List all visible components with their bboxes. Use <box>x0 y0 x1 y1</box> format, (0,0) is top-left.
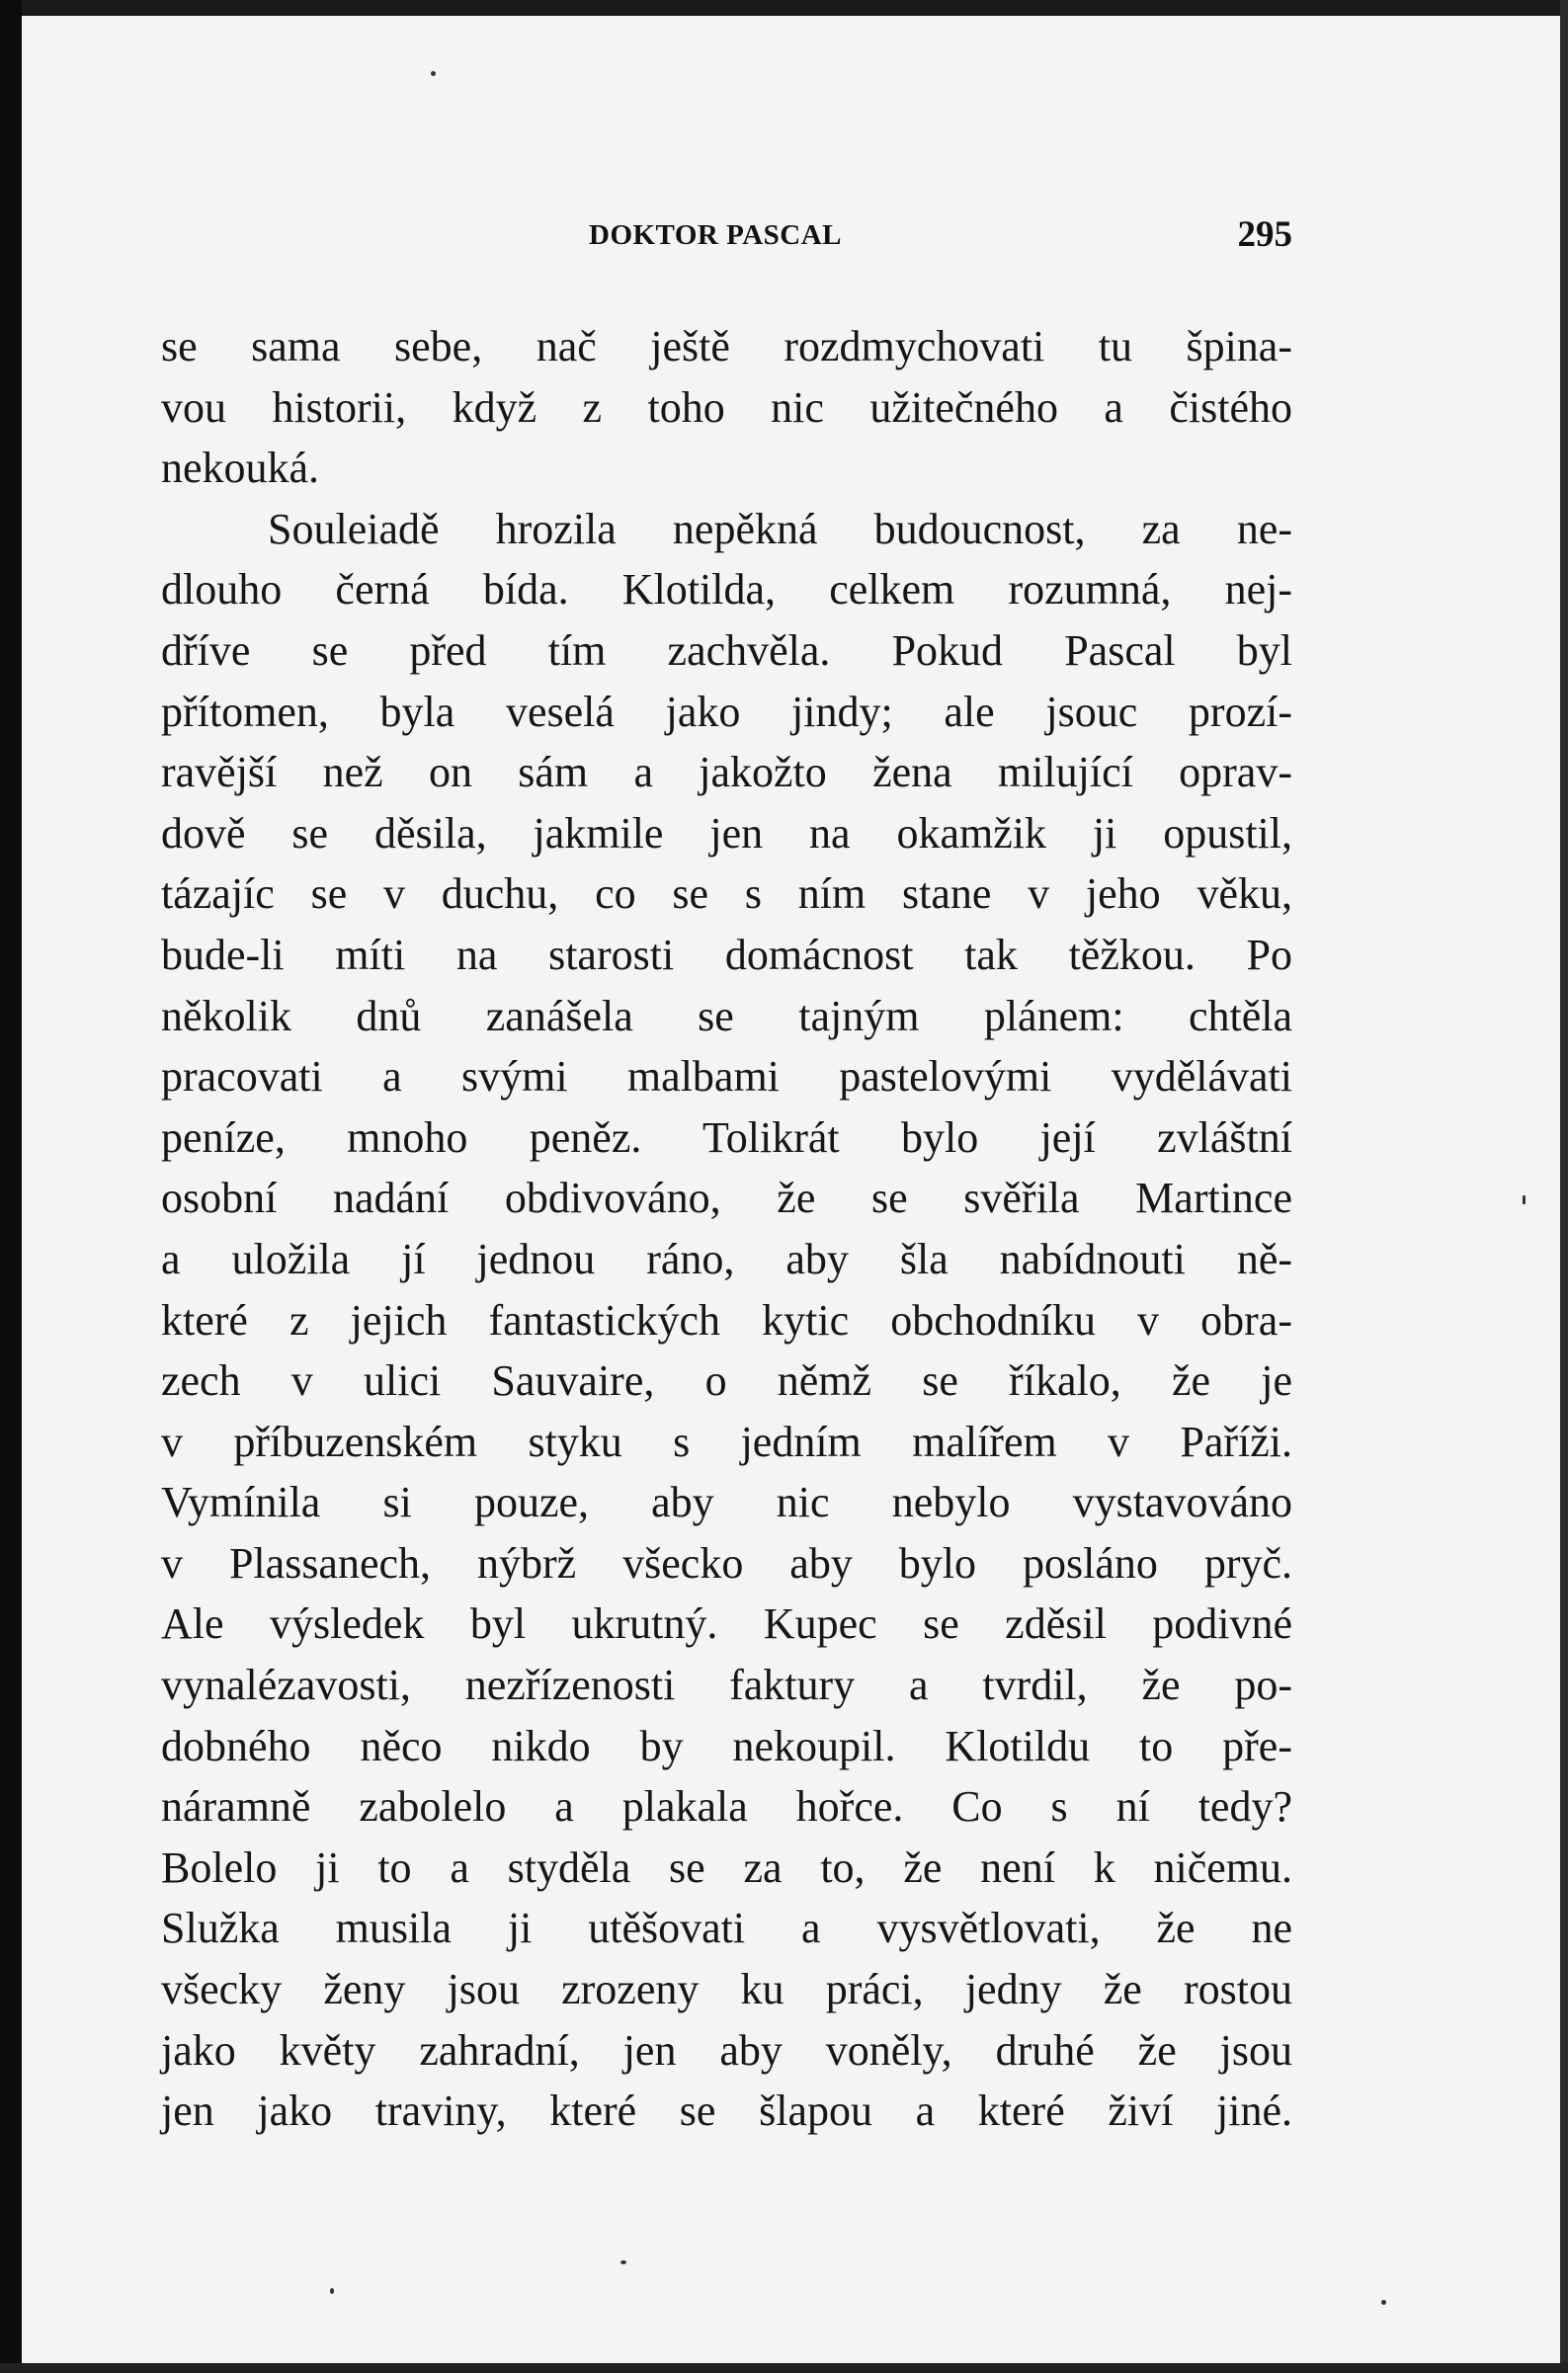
text-line: vynalézavosti, nezřízenosti faktury a tvrdil, že po- <box>161 1661 1292 1710</box>
text-line: v příbuzenském styku s jedním malířem v Paříži. <box>161 1417 1292 1466</box>
text-line: osobní nadání obdivováno, že se svěřila Martince <box>161 1174 1292 1223</box>
text-line: Služka musila ji utěšovati a vysvětlovati, že ne <box>161 1904 1292 1953</box>
scan-speck <box>1523 1195 1526 1204</box>
scan-speck <box>620 2260 626 2264</box>
text-line: Ale výsledek byl ukrutný. Kupec se zděsil podivné <box>161 1599 1292 1649</box>
text-line: jako květy zahradní, jen aby voněly, druhé že jsou <box>161 2025 1292 2075</box>
text-line: dlouho černá bída. Klotilda, celkem rozumná, nej- <box>161 565 1292 614</box>
running-title: DOKTOR PASCAL <box>589 219 842 251</box>
scan-speck <box>431 71 436 76</box>
text-line: několik dnů zanášela se tajným plánem: chtěla <box>161 991 1292 1040</box>
text-line: peníze, mnoho peněz. Tolikrát bylo její zvláštní <box>161 1112 1292 1162</box>
body-text <box>161 316 1292 2142</box>
text-line: tázajíc se v duchu, co se s ním stane v jeho věku, <box>161 869 1292 919</box>
text-line: které z jejich fantastických kytic obchodníku v obra- <box>161 1295 1292 1345</box>
text-line: Vymínila si pouze, aby nic nebylo vystavováno <box>161 1478 1292 1527</box>
page-header <box>589 214 1292 259</box>
text-line: dově se děsila, jakmile jen na okamžik ji opustil, <box>161 808 1292 858</box>
text-line: Souleiadě hrozila nepěkná budoucnost, za ne- <box>268 504 1292 553</box>
text-line: a uložila jí jednou ráno, aby šla nabídnouti ně- <box>161 1234 1292 1283</box>
page-number: 295 <box>1237 214 1292 255</box>
text-line: všecky ženy jsou zrozeny ku práci, jedny že rostou <box>161 1965 1292 2014</box>
text-line: dříve se před tím zachvěla. Pokud Pascal byl <box>161 625 1292 675</box>
scan-bottom-edge <box>0 2363 1568 2373</box>
text-line: bude-li míti na starosti domácnost tak těžkou. Po <box>161 930 1292 979</box>
text-line: jen jako traviny, které se šlapou a které živí jiné. <box>161 2087 1292 2136</box>
text-line: přítomen, byla veselá jako jindy; ale jsouc prozí- <box>161 687 1292 736</box>
text-line: ravější než on sám a jakožto žena milující oprav- <box>161 748 1292 797</box>
scan-speck <box>1381 2300 1386 2305</box>
scan-top-edge <box>0 0 1568 16</box>
scan-speck <box>330 2288 334 2294</box>
text-line: nekouká. <box>161 444 320 493</box>
scan-right-edge <box>1560 0 1568 2373</box>
text-line: se sama sebe, nač ještě rozdmychovati tu špina- <box>161 322 1292 370</box>
text-line: v Plassanech, nýbrž všecko aby bylo posláno pryč. <box>161 1538 1292 1588</box>
scan-left-edge <box>0 0 22 2373</box>
text-line: vou historii, když z toho nic užitečného a čistého <box>161 382 1292 432</box>
text-line: Bolelo ji to a styděla se za to, že není k ničemu. <box>161 1842 1292 1892</box>
text-line: pracovati a svými malbami pastelovými vydělávati <box>161 1052 1292 1102</box>
text-line: dobného něco nikdo by nekoupil. Klotildu to pře- <box>161 1721 1292 1770</box>
text-line: náramně zabolelo a plakala hořce. Co s ní tedy? <box>161 1782 1292 1832</box>
text-line: zech v ulici Sauvaire, o němž se říkalo, že je <box>161 1356 1292 1406</box>
